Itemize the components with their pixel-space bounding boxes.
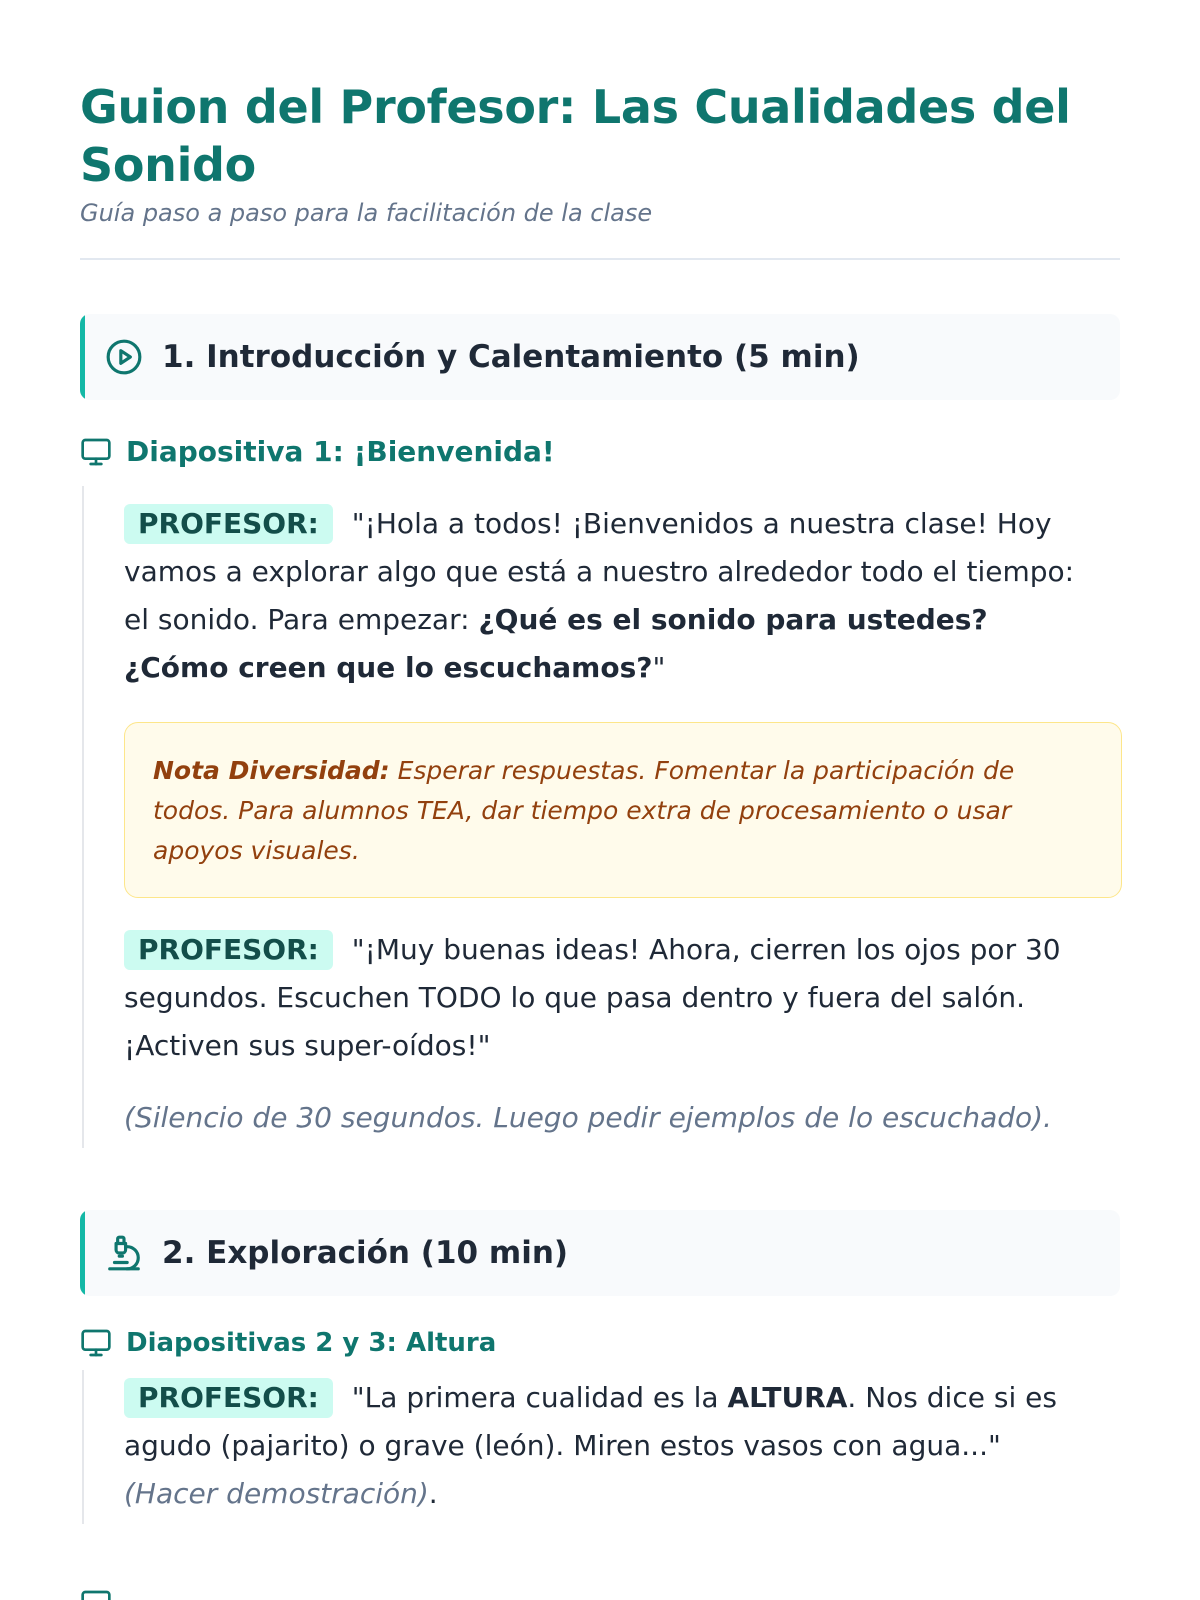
microscope-icon xyxy=(104,1233,144,1273)
teacher-line: PROFESOR: "¡Muy buenas ideas! Ahora, cierren los ojos por 30 segundos. Escuchen TODO lo que pasa dentro y fuera del salón. ¡Activen sus super-oídos!" xyxy=(124,926,1080,1070)
section-title: 2. Exploración (10 min) xyxy=(162,1235,569,1271)
play-circle-icon xyxy=(104,337,144,377)
section-header-intro xyxy=(80,314,1120,400)
slide-heading xyxy=(80,1326,1100,1360)
script-block xyxy=(82,1370,1080,1524)
page-title: Guion del Profesor: Las Cualidades del Sonido xyxy=(80,80,1071,192)
teacher-badge: PROFESOR: xyxy=(124,930,333,970)
section-title: 1. Introducción y Calentamiento (5 min) xyxy=(162,339,860,375)
slide-title: Diapositivas 2 y 3: Altura xyxy=(126,1328,497,1358)
slide-title: Diapositiva 1: ¡Bienvenida! xyxy=(126,435,555,468)
teacher-line: PROFESOR: "¡Hola a todos! ¡Bienvenidos a nuestra clase! Hoy vamos a explorar algo que está a nuestro alrededor todo el tiempo: el sonido. Para empezar: ¿Qué es el sonido para ustedes? ¿Cómo creen que lo escuchamos?" xyxy=(124,500,1080,692)
page-subtitle: Guía paso a paso para la facilitación de la clase xyxy=(80,199,653,227)
monitor-icon xyxy=(80,1588,112,1600)
monitor-icon xyxy=(80,436,112,468)
diversity-note xyxy=(124,722,1122,898)
script-block xyxy=(82,486,1080,1148)
teacher-badge: PROFESOR: xyxy=(124,504,333,544)
teacher-badge: PROFESOR: xyxy=(124,1378,333,1418)
note-text: Esperar respuestas. Fomentar la participación de todos. Para alumnos TEA, dar tiempo extra de procesamiento o usar apoyos visuales. xyxy=(153,756,1015,865)
monitor-icon xyxy=(80,1327,112,1359)
header-divider xyxy=(80,258,1120,260)
section-header-exploration xyxy=(80,1210,1120,1296)
note-label: Nota Diversidad: xyxy=(153,756,390,785)
slide-heading xyxy=(80,434,1100,470)
teacher-line: PROFESOR: "La primera cualidad es la ALTURA. Nos dice si es agudo (pajarito) o grave (león). Miren estos vasos con agua..." (Hacer demostración). xyxy=(124,1374,1080,1518)
stage-direction: (Silencio de 30 segundos. Luego pedir ejemplos de lo escuchado). xyxy=(124,1101,1052,1134)
